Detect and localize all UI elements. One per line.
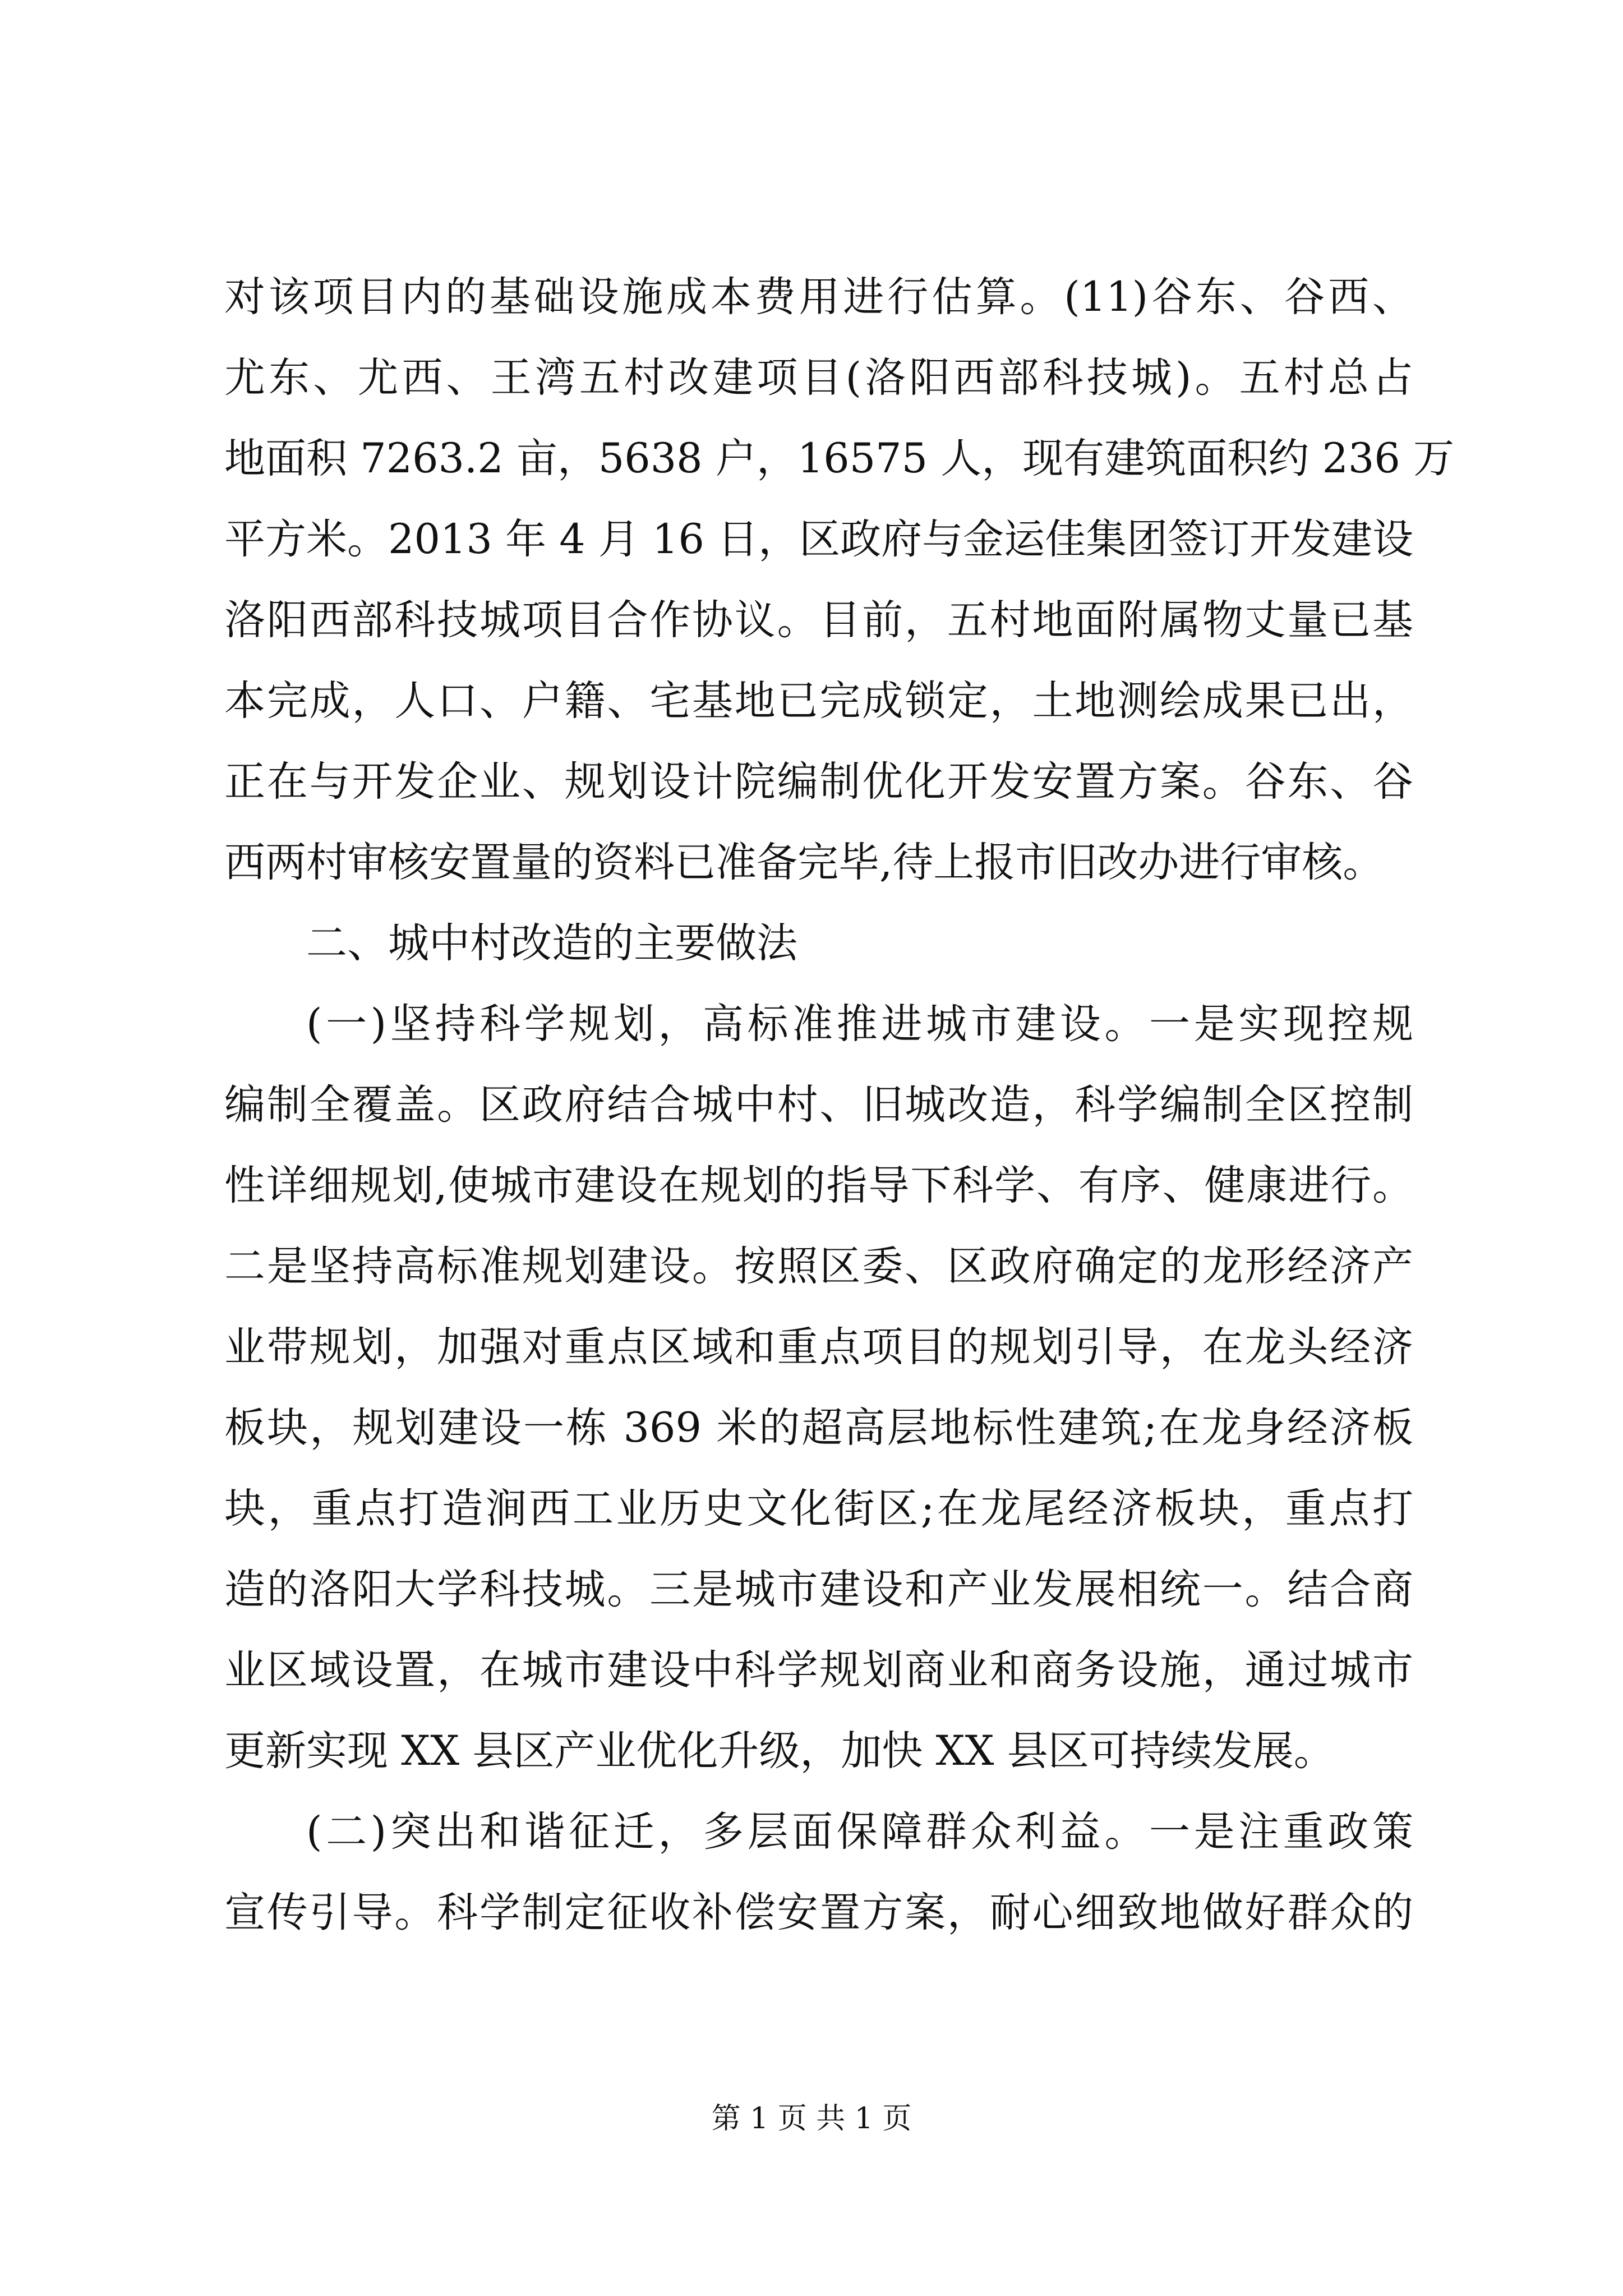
text-line: 业区域设置，在城市建设中科学规划商业和商务设施，通过城市 <box>224 1646 1413 1694</box>
text-line: 对该项目内的基础设施成本费用进行估算。(11)谷东、谷西、 <box>224 273 1413 321</box>
text-line: 西两村审核安置量的资料已准备完毕,待上报市旧改办进行审核。 <box>224 839 1384 886</box>
text-line: 编制全覆盖。区政府结合城中村、旧城改造，科学编制全区控制 <box>224 1081 1413 1129</box>
text-line: 板块，规划建设一栋 369 米的超高层地标性建筑;在龙身经济板 <box>224 1404 1413 1452</box>
text-line: 业带规划，加强对重点区域和重点项目的规划引导，在龙头经济 <box>224 1323 1413 1371</box>
text-line: 更新实现 XX 县区产业优化升级，加快 XX 县区可持续发展。 <box>224 1727 1335 1775</box>
text-line: 二是坚持高标准规划建设。按照区委、区政府确定的龙形经济产 <box>224 1243 1413 1290</box>
text-line: 平方米。2013 年 4 月 16 日，区政府与金运佳集团签订开发建设 <box>224 516 1414 563</box>
text-line: 洛阳西部科技城项目合作协议。目前，五村地面附属物丈量已基 <box>224 596 1413 644</box>
text-line: 宣传引导。科学制定征收补偿安置方案，耐心细致地做好群众的 <box>224 1889 1413 1936</box>
text-line: 造的洛阳大学科技城。三是城市建设和产业发展相统一。结合商 <box>224 1566 1413 1613</box>
page-footer: 第 1 页 共 1 页 <box>711 2102 912 2136</box>
section-heading: 二、城中村改造的主要做法 <box>306 919 797 967</box>
text-line: 尤东、尤西、王湾五村改建项目(洛阳西部科技城)。五村总占 <box>224 354 1413 402</box>
document-body <box>224 257 1454 1953</box>
text-line: (一)坚持科学规划，高标准推进城市建设。一是实现控规 <box>306 1000 1413 1048</box>
text-line: 正在与开发企业、规划设计院编制优化开发安置方案。谷东、谷 <box>224 758 1413 806</box>
text-line: 本完成，人口、户籍、宅基地已完成锁定，土地测绘成果已出， <box>224 677 1413 725</box>
text-line: 地面积 7263.2 亩，5638 户，16575 人，现有建筑面积约 236 万 <box>224 435 1454 482</box>
text-line: 块，重点打造涧西工业历史文化街区;在龙尾经济板块，重点打 <box>224 1485 1413 1533</box>
text-line: 性详细规划,使城市建设在规划的指导下科学、有序、健康进行。 <box>224 1162 1414 1209</box>
text-line: (二)突出和谐征迁，多层面保障群众利益。一是注重政策 <box>306 1808 1413 1856</box>
